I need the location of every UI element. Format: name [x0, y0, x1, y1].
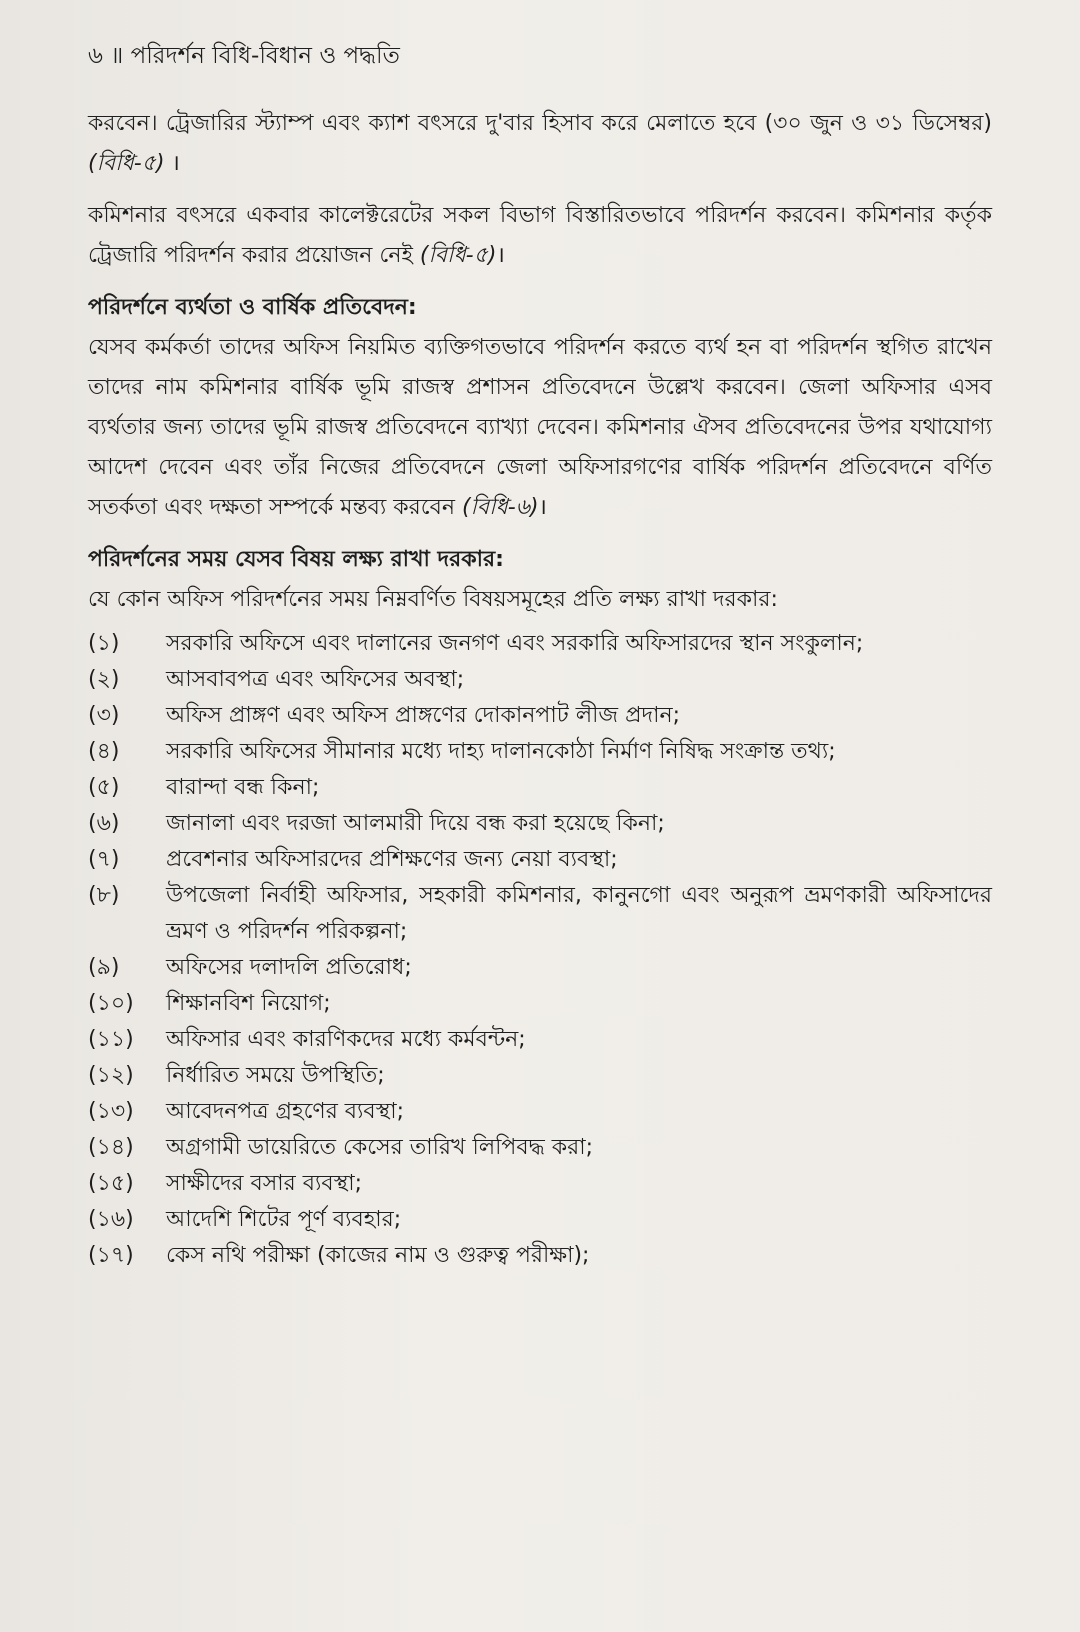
paragraph-inspection-intro: যে কোন অফিস পরিদর্শনের সময় নিম্নবর্ণিত বিষয়সমূহের প্রতি লক্ষ্য রাখা দরকার:: [88, 587, 778, 612]
item-text: অফিস প্রাঙ্গণ এবং অফিস প্রাঙ্গণের দোকানপাট লীজ প্রদান;: [166, 703, 680, 728]
item-number: (৬): [88, 811, 120, 836]
paragraph-text: যেসব কর্মকর্তা তাদের অফিস নিয়মিত ব্যক্তিগতভাবে পরিদর্শন করতে ব্যর্থ হন বা পরিদর্শন স্থগিত রাখেন তাদের নাম কমিশনার বার্ষিক ভূমি রাজস্ব প্রশাসন প্রতিবেদনে উল্লেখ করবেন। জেলা অফিসার এসব ব্যর্থতার জন্য তাদের ভূমি রাজস্ব প্রতিবেদনে ব্যাখ্যা দেবেন। কমিশনার ঐসব প্রতিবেদনের উপর যথাযোগ্য আদেশ দেবেন এবং তাঁর নিজের প্রতিবেদনে জেলা অফিসারগণের বার্ষিক পরিদর্শন প্রতিবেদনে বর্ণিত সতর্কতা এবং দক্ষতা সম্পর্কে মন্তব্য করবেন: [88, 335, 992, 520]
item-text: জানালা এবং দরজা আলমারী দিয়ে বন্ধ করা হয়েছে কিনা;: [166, 811, 665, 836]
paragraph-text: কমিশনার বৎসরে একবার কালেক্টরেটের সকল বিভাগ বিস্তারিতভাবে পরিদর্শন করবেন। কমিশনার কর্তৃক ট্রেজারি পরিদর্শন করার প্রয়োজন নেই: [88, 203, 992, 268]
item-number: (১৬): [88, 1207, 134, 1232]
list-item: [88, 1238, 992, 1274]
item-text: শিক্ষানবিশ নিয়োগ;: [166, 991, 331, 1016]
item-number: (২): [88, 667, 120, 692]
inspection-items-list: [88, 626, 992, 1274]
item-number: (১১): [88, 1027, 134, 1052]
item-text: সরকারি অফিসের সীমানার মধ্যে দাহ্য দালানকোঠা নির্মাণ নিষিদ্ধ সংক্রান্ত তথ্য;: [166, 739, 836, 764]
list-item: [88, 1166, 992, 1202]
paragraph-end: ।: [164, 151, 180, 176]
item-number: (১৫): [88, 1171, 134, 1196]
item-number: (১২): [88, 1063, 134, 1088]
head-separator: ॥: [110, 43, 124, 69]
list-item: [88, 1058, 992, 1094]
item-text: সাক্ষীদের বসার ব্যবস্থা;: [166, 1171, 362, 1196]
item-text: কেস নথি পরীক্ষা (কাজের নাম ও গুরুত্ব পরীক্ষা);: [166, 1243, 590, 1268]
paragraph-failure-report: [88, 328, 992, 528]
item-text: অফিসার এবং কারণিকদের মধ্যে কর্মবন্টন;: [166, 1027, 526, 1052]
item-text: প্রবেশনার অফিসারদের প্রশিক্ষণের জন্য নেয়া ব্যবস্থা;: [166, 847, 618, 872]
list-item: [88, 1022, 992, 1058]
list-item: [88, 950, 992, 986]
item-text: আদেশি শিটের পূর্ণ ব্যবহার;: [166, 1207, 402, 1232]
item-text: অগ্রগামী ডায়েরিতে কেসের তারিখ লিপিবদ্ধ করা;: [166, 1135, 594, 1160]
paragraph-commissioner-inspection: [88, 196, 992, 276]
list-item: [88, 842, 992, 878]
item-text: উপজেলা নির্বাহী অফিসার, সহকারী কমিশনার, কানুনগো এবং অনুরূপ ভ্রমণকারী অফিসাদের ভ্রমণ ও পরিদর্শন পরিকল্পনা;: [166, 883, 992, 944]
item-text: সরকারি অফিসে এবং দালানের জনগণ এবং সরকারি অফিসারদের স্থান সংকুলান;: [166, 631, 864, 656]
list-item: [88, 734, 992, 770]
list-item: [88, 806, 992, 842]
item-number: (৩): [88, 703, 120, 728]
item-number: (১৪): [88, 1135, 134, 1160]
item-text: আবেদনপত্র গ্রহণের ব্যবস্থা;: [166, 1099, 405, 1124]
list-item: [88, 626, 992, 662]
list-item: [88, 1202, 992, 1238]
list-item: [88, 878, 992, 950]
running-head: [88, 40, 992, 72]
item-number: (৪): [88, 739, 120, 764]
item-number: (৭): [88, 847, 120, 872]
item-number: (১৩): [88, 1099, 134, 1124]
item-number: (৮): [88, 883, 120, 908]
item-text: বারান্দা বন্ধ কিনা;: [166, 775, 320, 800]
page-number: ৬: [88, 43, 103, 69]
item-text: আসবাবপত্র এবং অফিসের অবস্থা;: [166, 667, 465, 692]
list-item: [88, 770, 992, 806]
list-item: [88, 698, 992, 734]
item-number: (৯): [88, 955, 120, 980]
list-item: [88, 662, 992, 698]
rule-reference: (বিধি-৬): [461, 495, 539, 520]
item-number: (১): [88, 631, 120, 656]
list-item: [88, 1094, 992, 1130]
subheading-inspection-points: পরিদর্শনের সময় যেসব বিষয় লক্ষ্য রাখা দরকার:: [88, 547, 504, 572]
rule-reference: (বিধি-৫): [419, 243, 497, 268]
paragraph-text: করবেন। ট্রেজারির স্ট্যাম্প এবং ক্যাশ বৎসরে দু'বার হিসাব করে মেলাতে হবে (৩০ জুন ও ৩১ ডিসেম্বর): [88, 111, 992, 136]
item-number: (১৭): [88, 1243, 134, 1268]
item-text: নির্ধারিত সময়ে উপস্থিতি;: [166, 1063, 385, 1088]
paragraph-end: ।: [538, 495, 547, 520]
paragraph-end: ।: [496, 243, 505, 268]
rule-reference: (বিধি-৫): [88, 151, 165, 176]
subheading-failure-report: পরিদর্শনে ব্যর্থতা ও বার্ষিক প্রতিবেদন:: [88, 295, 417, 320]
item-number: (৫): [88, 775, 120, 800]
item-number: (১০): [88, 991, 134, 1016]
item-text: অফিসের দলাদলি প্রতিরোধ;: [166, 955, 412, 980]
list-item: [88, 1130, 992, 1166]
list-item: [88, 986, 992, 1022]
paragraph-treasury-audit: [88, 104, 992, 184]
book-title: পরিদর্শন বিধি-বিধান ও পদ্ধতি: [130, 43, 400, 69]
